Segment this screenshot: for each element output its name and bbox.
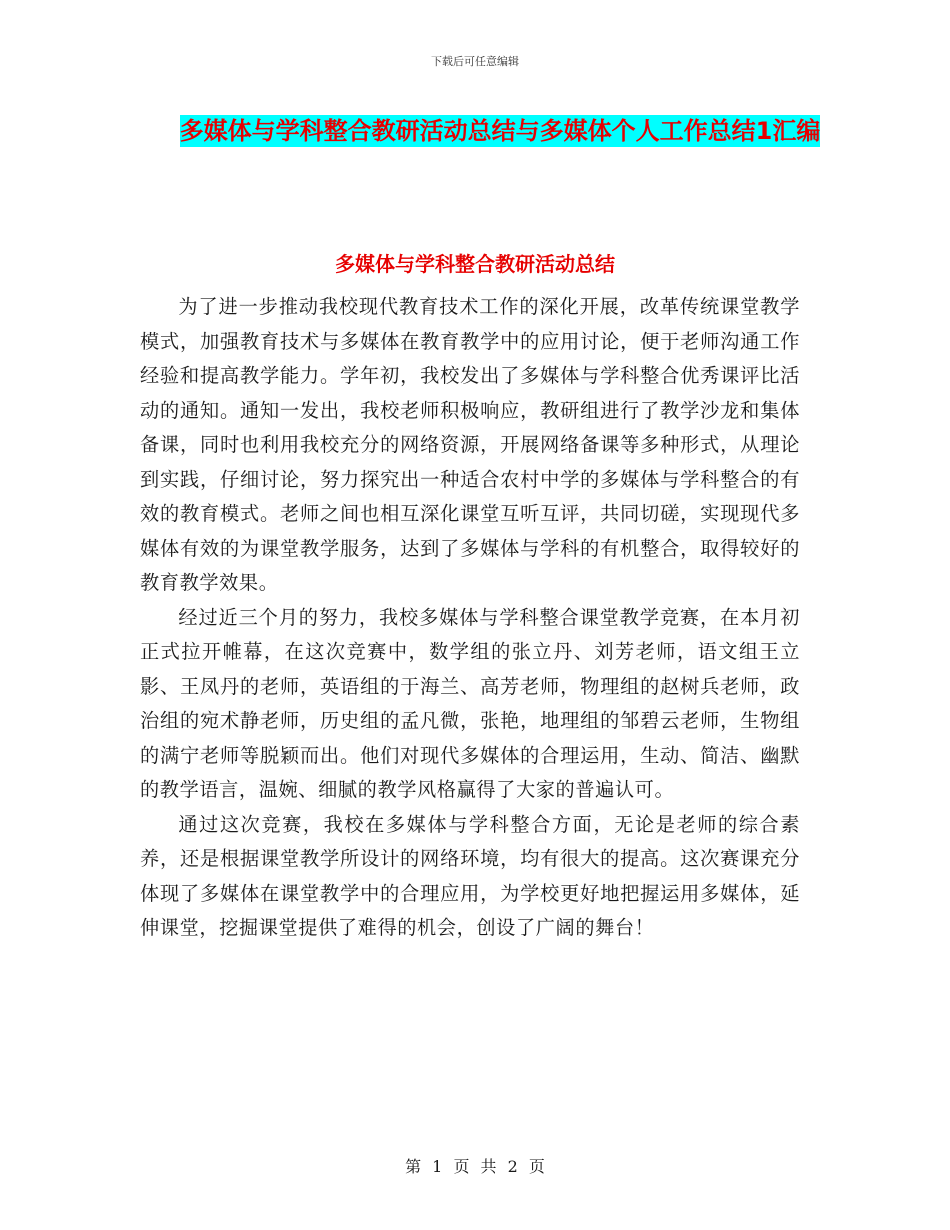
section-title: 多媒体与学科整合教研活动总结 — [335, 252, 615, 276]
paragraph: 通过这次竞赛，我校在多媒体与学科整合方面，无论是老师的综合素养，还是根据课堂教学所设计的网络环境，均有很大的提高。这次赛课充分体现了多媒体在课堂教学中的合理应用，为学校更好地把握运用多媒体，延伸课堂，挖掘课堂提供了难得的机会，创设了广阔的舞台！ — [140, 812, 800, 939]
paragraph: 为了进一步推动我校现代教育技术工作的深化开展，改革传统课堂教学模式，加强教育技术与多媒体在教育教学中的应用讨论，便于老师沟通工作经验和提高教学能力。学年初，我校发出了多媒体与学科整合优秀课评比活动的通知。通知一发出，我校老师积极响应，教研组进行了教学沙龙和集体备课，同时也利用我校充分的网络资源，开展网络备课等多种形式，从理论到实践，仔细讨论，努力探究出一种适合农村中学的多媒体与学科整合的有效的教育模式。老师之间也相互深化课堂互听互评，共同切磋，实现现代多媒体有效的为课堂教学服务，达到了多媒体与学科的有机整合，取得较好的教育教学效果。 — [140, 295, 800, 594]
paragraph: 经过近三个月的努力，我校多媒体与学科整合课堂教学竞赛，在本月初正式拉开帷幕，在这次竞赛中，数学组的张立丹、刘芳老师，语文组王立影、王凤丹的老师，英语组的于海兰、高芳老师，物理组的赵树兵老师，政治组的宛术静老师，历史组的孟凡微，张艳，地理组的邹碧云老师，生物组的满宁老师等脱颖而出。他们对现代多媒体的合理运用，生动、简洁、幽默的教学语言，温婉、细腻的教学风格赢得了大家的普遍认可。 — [140, 605, 800, 801]
document-title — [170, 108, 830, 154]
page-header-note: 下载后可任意编辑 — [431, 55, 519, 68]
body-text — [140, 290, 800, 946]
document-title-text: 多媒体与学科整合教研活动总结与多媒体个人工作总结1汇编 — [179, 117, 821, 145]
page-footer: 第 1 页 共 2 页 — [405, 1157, 545, 1176]
